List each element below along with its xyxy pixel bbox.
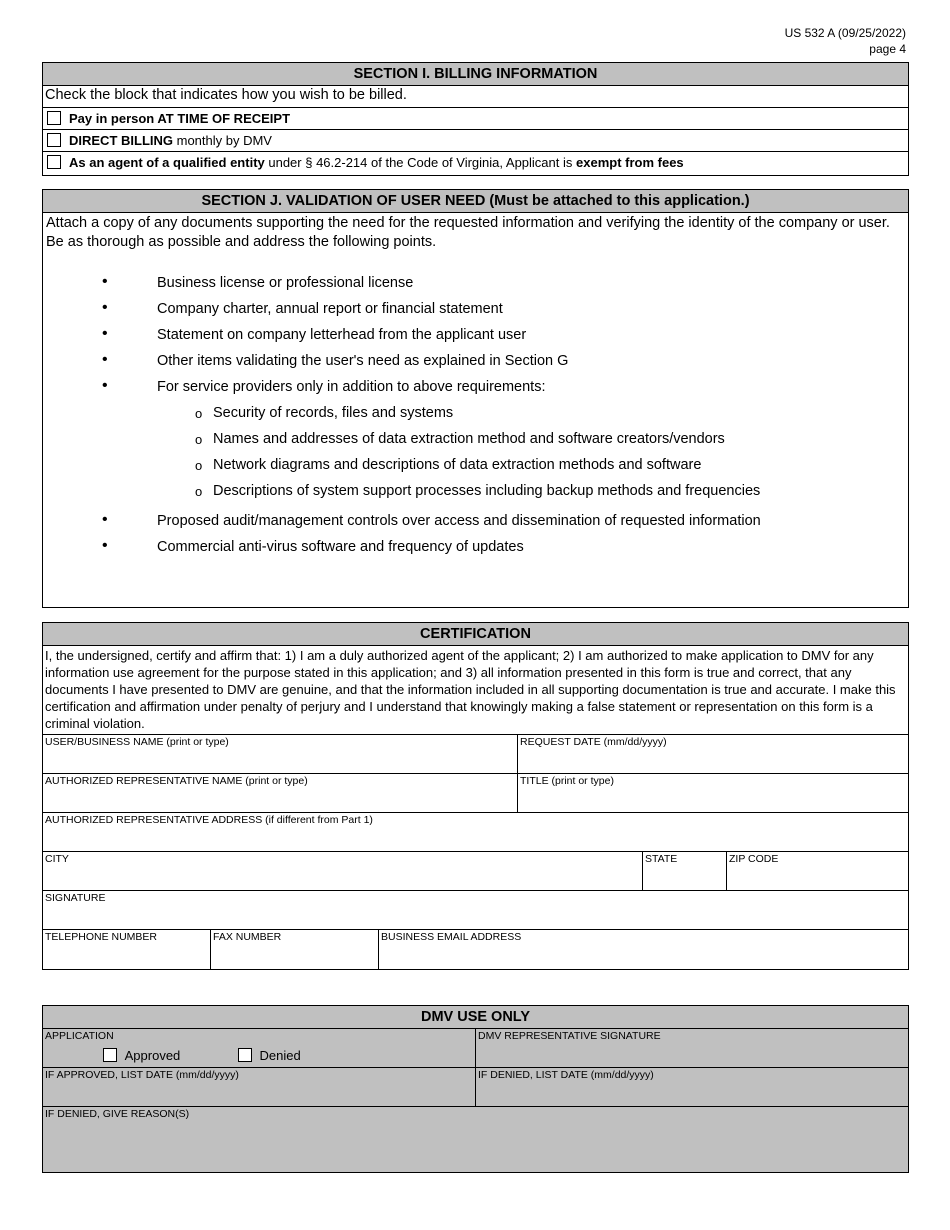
form-number: US 532 A (09/25/2022) (784, 26, 906, 40)
dmv-row-reason (43, 1107, 908, 1172)
bullet-item: Company charter, annual report or financial statement (157, 301, 503, 317)
certification-statement: I, the undersigned, certify and affirm that: 1) I am a duly authorized agent of the applicant; 2) I am authorized to make application to DMV for any information use agreement for the purpose stated in this application; and 3) all information presented in this form is true and correct, that any documents I have presented to DMV are genuine, and that the information included in all supporting documentation is true and accurate. I make this certification and affirmation under penalty of perjury and I understand that knowingly making a false statement or representation on this form is a criminal violation. (43, 646, 908, 735)
checkbox-approved[interactable] (103, 1048, 117, 1062)
user-business-name-field[interactable] (43, 735, 517, 773)
section-j-validation (42, 189, 909, 608)
field-label: AUTHORIZED REPRESENTATIVE ADDRESS (if different from Part 1) (45, 814, 373, 826)
signature-field[interactable] (43, 891, 908, 929)
bullet-item: For service providers only in addition to above requirements: (157, 379, 546, 395)
field-label: BUSINESS EMAIL ADDRESS (381, 931, 522, 943)
billing-option-text: monthly by DMV (173, 133, 272, 148)
denied-reason-field[interactable] (43, 1107, 908, 1172)
dmv-row-dates (43, 1068, 908, 1107)
field-label: TELEPHONE NUMBER (45, 931, 158, 943)
billing-option-label: Pay in person AT TIME OF RECEIPT (69, 111, 291, 126)
field-label: DMV REPRESENTATIVE SIGNATURE (478, 1030, 661, 1042)
section-j-intro: Attach a copy of any documents supporting the need for the requested information and verifying the identity of the company or user. Be as thorough as possible and address the following points. (46, 215, 890, 250)
billing-option-text: under § 46.2-214 of the Code of Virginia, Applicant is (264, 155, 576, 170)
dmv-row-application (43, 1029, 908, 1068)
telephone-number-field[interactable] (43, 930, 210, 969)
denied-label: Denied (259, 1048, 301, 1063)
field-label: CITY (45, 853, 69, 865)
sub-bullet-item: Network diagrams and descriptions of data extraction methods and software (213, 457, 702, 473)
billing-option-pay-in-person[interactable] (43, 108, 908, 130)
certification-title: CERTIFICATION (43, 623, 908, 646)
sub-bullet-item: Descriptions of system support processes including backup methods and frequencies (213, 483, 761, 499)
request-date-field[interactable] (517, 735, 908, 773)
field-label: ZIP CODE (729, 853, 779, 865)
field-label: TITLE (print or type) (520, 775, 614, 787)
cert-row-city-state-zip (43, 852, 908, 891)
business-email-field[interactable] (378, 930, 908, 969)
denied-date-field[interactable] (475, 1068, 908, 1106)
zip-code-field[interactable] (726, 852, 908, 890)
approved-label: Approved (124, 1048, 181, 1063)
fax-number-field[interactable] (210, 930, 378, 969)
dmv-use-only-title: DMV USE ONLY (43, 1006, 908, 1029)
field-label: IF APPROVED, LIST DATE (mm/dd/yyyy) (45, 1069, 239, 1081)
section-j-title: SECTION J. VALIDATION OF USER NEED (Must be attached to this application.) (43, 190, 908, 213)
billing-option-label: DIRECT BILLING (69, 133, 173, 148)
bullet-glyph: • (102, 377, 108, 394)
authorized-rep-name-field[interactable] (43, 774, 517, 812)
billing-option-direct-billing[interactable] (43, 130, 908, 152)
sub-bullet-glyph: o (195, 458, 203, 473)
authorized-rep-address-field[interactable] (43, 813, 908, 851)
field-label: FAX NUMBER (213, 931, 282, 943)
field-label: IF DENIED, LIST DATE (mm/dd/yyyy) (478, 1069, 654, 1081)
field-label: AUTHORIZED REPRESENTATIVE NAME (print or type) (45, 775, 308, 787)
cert-row-address (43, 813, 908, 852)
bullet-glyph: • (102, 351, 108, 368)
checkbox-qualified-entity[interactable] (47, 155, 61, 169)
bullet-glyph: • (102, 273, 108, 290)
page-number: page 4 (869, 42, 906, 56)
billing-option-label: As an agent of a qualified entity (69, 155, 265, 170)
bullet-glyph: • (102, 325, 108, 342)
field-label: REQUEST DATE (mm/dd/yyyy) (520, 736, 667, 748)
section-i-billing (42, 62, 909, 176)
certification-section (42, 622, 909, 970)
bullet-glyph: • (102, 537, 108, 554)
section-i-instruction: Check the block that indicates how you wish to be billed. (43, 86, 908, 108)
bullet-item: Proposed audit/management controls over access and dissemination of requested information (157, 513, 761, 529)
bullet-item: Statement on company letterhead from the applicant user (157, 327, 527, 343)
field-label: STATE (645, 853, 678, 865)
application-status-field (43, 1029, 475, 1067)
approved-date-field[interactable] (43, 1068, 475, 1106)
sub-bullet-glyph: o (195, 432, 203, 447)
field-label: IF DENIED, GIVE REASON(S) (45, 1108, 190, 1120)
sub-bullet-item: Names and addresses of data extraction method and software creators/vendors (213, 431, 725, 447)
dmv-rep-signature-field[interactable] (475, 1029, 908, 1067)
section-i-title: SECTION I. BILLING INFORMATION (43, 63, 908, 86)
title-field[interactable] (517, 774, 908, 812)
sub-bullet-item: Security of records, files and systems (213, 405, 454, 421)
field-label: USER/BUSINESS NAME (print or type) (45, 736, 229, 748)
field-label: APPLICATION (45, 1030, 114, 1042)
dmv-use-only-section (42, 1005, 909, 1173)
checkbox-denied[interactable] (238, 1048, 252, 1062)
cert-row-contact (43, 930, 908, 969)
billing-option-suffix: exempt from fees (576, 155, 684, 170)
bullet-glyph: • (102, 511, 108, 528)
state-field[interactable] (642, 852, 726, 890)
cert-row-rep-title (43, 774, 908, 813)
billing-option-qualified-entity[interactable] (43, 152, 908, 174)
bullet-item: Commercial anti-virus software and frequency of updates (157, 539, 524, 555)
cert-row-name-date (43, 735, 908, 774)
cert-row-signature (43, 891, 908, 930)
sub-bullet-glyph: o (195, 406, 203, 421)
field-label: SIGNATURE (45, 892, 106, 904)
bullet-glyph: • (102, 299, 108, 316)
city-field[interactable] (43, 852, 642, 890)
sub-bullet-glyph: o (195, 484, 203, 499)
bullet-item: Business license or professional license (157, 275, 414, 291)
checkbox-direct-billing[interactable] (47, 133, 61, 147)
checkbox-pay-in-person[interactable] (47, 111, 61, 125)
bullet-item: Other items validating the user's need as explained in Section G (157, 353, 569, 369)
